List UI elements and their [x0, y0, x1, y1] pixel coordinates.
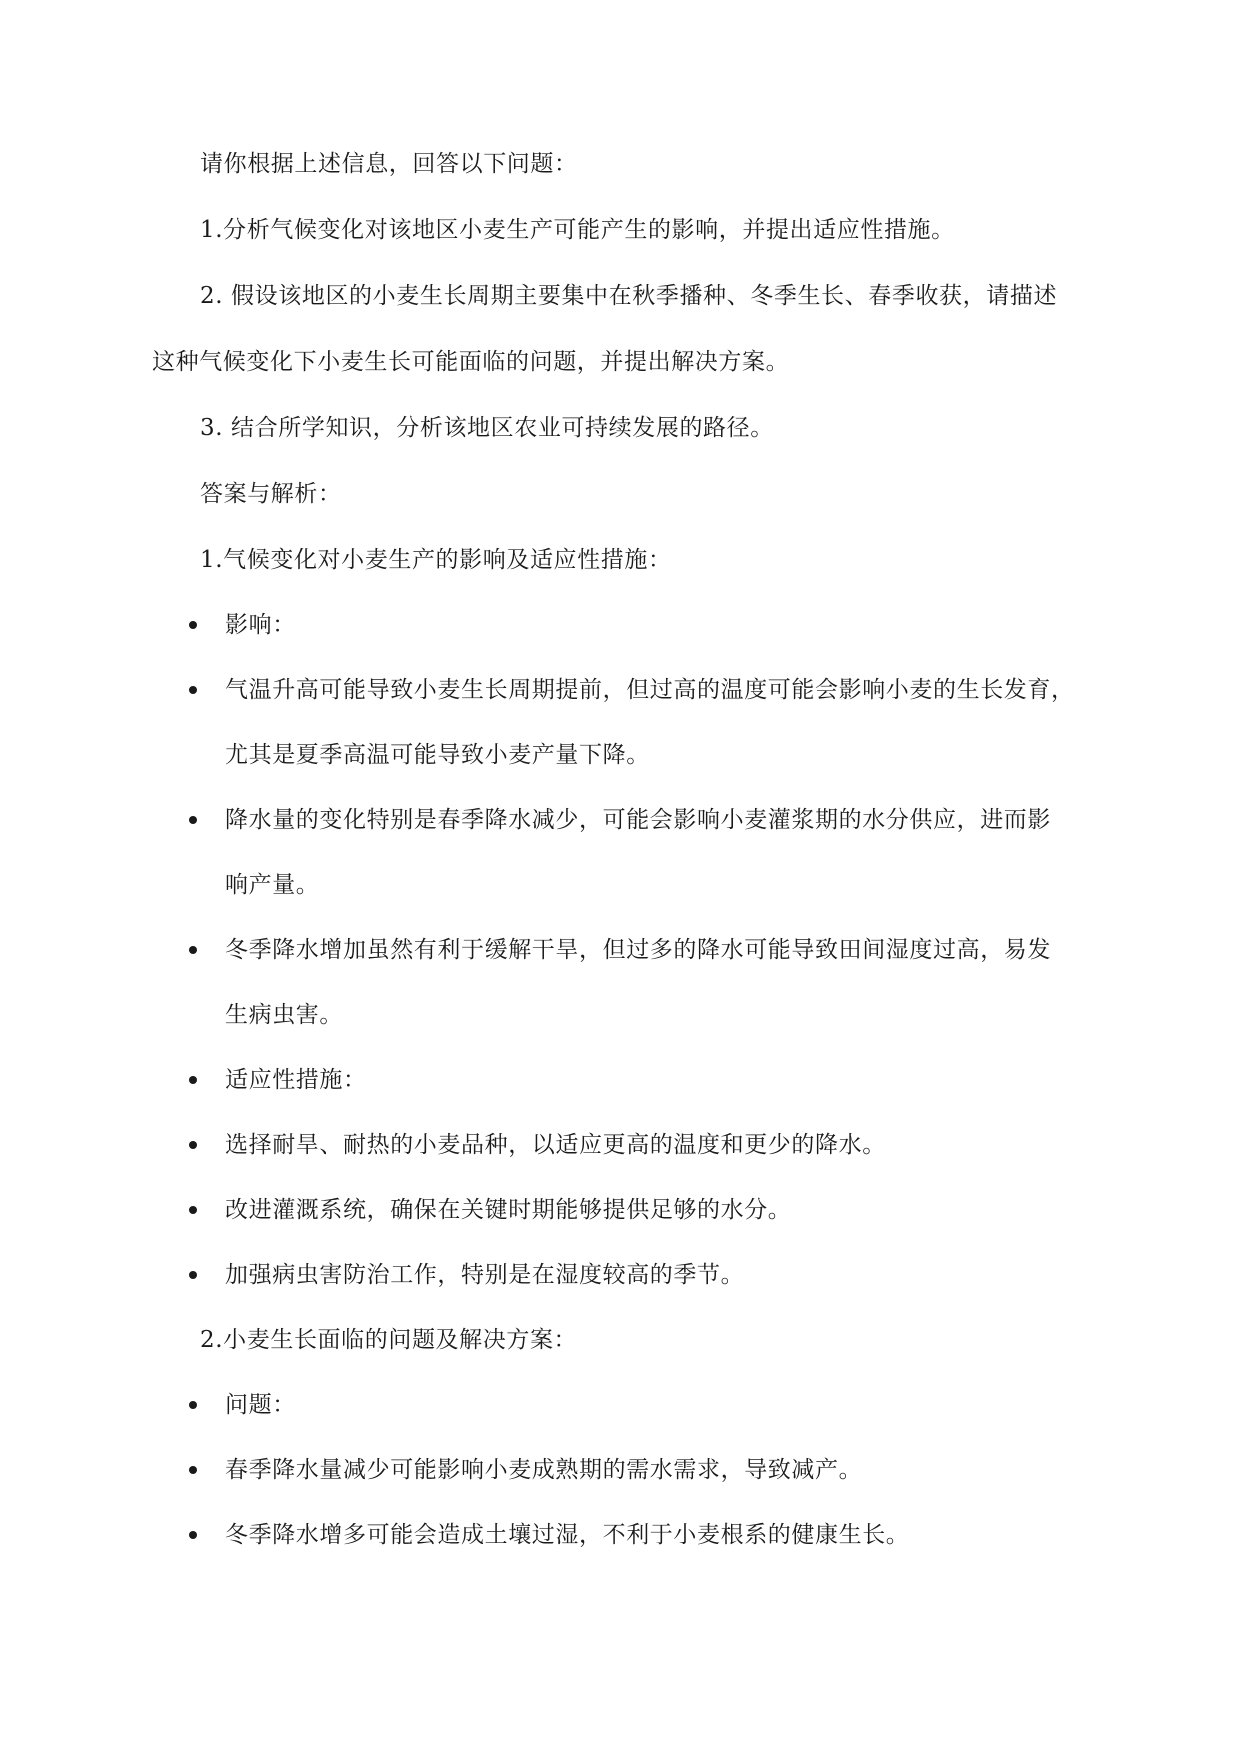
bullet-icon: [189, 946, 197, 954]
list-item: 加强病虫害防治工作，特别是在湿度较高的季节。: [225, 1262, 745, 1288]
bullet-icon: [189, 1401, 197, 1409]
answer-2-heading: 2.小麦生长面临的问题及解决方案：: [200, 1327, 578, 1353]
bullet-icon: [189, 1466, 197, 1474]
question-2-line-1: 2. 假设该地区的小麦生长周期主要集中在秋季播种、冬季生长、春季收获，请描述: [200, 283, 1058, 309]
list-item: 改进灌溉系统，确保在关键时期能够提供足够的水分。: [225, 1197, 792, 1223]
list-item: 问题：: [225, 1392, 296, 1418]
bullet-icon: [189, 621, 197, 629]
list-item: 降水量的变化特别是春季降水减少，可能会影响小麦灌浆期的水分供应，进而影: [225, 807, 1051, 833]
question-3: 3. 结合所学知识，分析该地区农业可持续发展的路径。: [200, 415, 774, 441]
list-item: 影响：: [225, 612, 296, 638]
list-item: 冬季降水增加虽然有利于缓解干旱，但过多的降水可能导致田间湿度过高，易发: [225, 937, 1051, 963]
list-item-continuation: 生病虫害。: [225, 1002, 343, 1028]
list-item: 适应性措施：: [225, 1067, 367, 1093]
list-item: 冬季降水增多可能会造成土壤过湿，不利于小麦根系的健康生长。: [225, 1522, 910, 1548]
bullet-icon: [189, 1141, 197, 1149]
bullet-icon: [189, 1076, 197, 1084]
list-item-continuation: 尤其是夏季高温可能导致小麦产量下降。: [225, 742, 650, 768]
bullet-icon: [189, 1206, 197, 1214]
bullet-icon: [189, 686, 197, 694]
list-item: 气温升高可能导致小麦生长周期提前，但过高的温度可能会影响小麦的生长发育，: [225, 677, 1075, 703]
bullet-icon: [189, 1531, 197, 1539]
question-2-line-2: 这种气候变化下小麦生长可能面临的问题，并提出解决方案。: [152, 349, 790, 375]
list-item: 春季降水量减少可能影响小麦成熟期的需水需求，导致减产。: [225, 1457, 863, 1483]
answer-1-heading: 1.气候变化对小麦生产的影响及适应性措施：: [200, 547, 672, 573]
bullet-icon: [189, 1271, 197, 1279]
intro-text: 请你根据上述信息，回答以下问题：: [200, 151, 578, 177]
bullet-icon: [189, 816, 197, 824]
question-1: 1.分析气候变化对该地区小麦生产可能产生的影响，并提出适应性措施。: [200, 217, 955, 243]
answer-heading: 答案与解析：: [200, 481, 342, 507]
list-item: 选择耐旱、耐热的小麦品种，以适应更高的温度和更少的降水。: [225, 1132, 886, 1158]
list-item-continuation: 响产量。: [225, 872, 320, 898]
